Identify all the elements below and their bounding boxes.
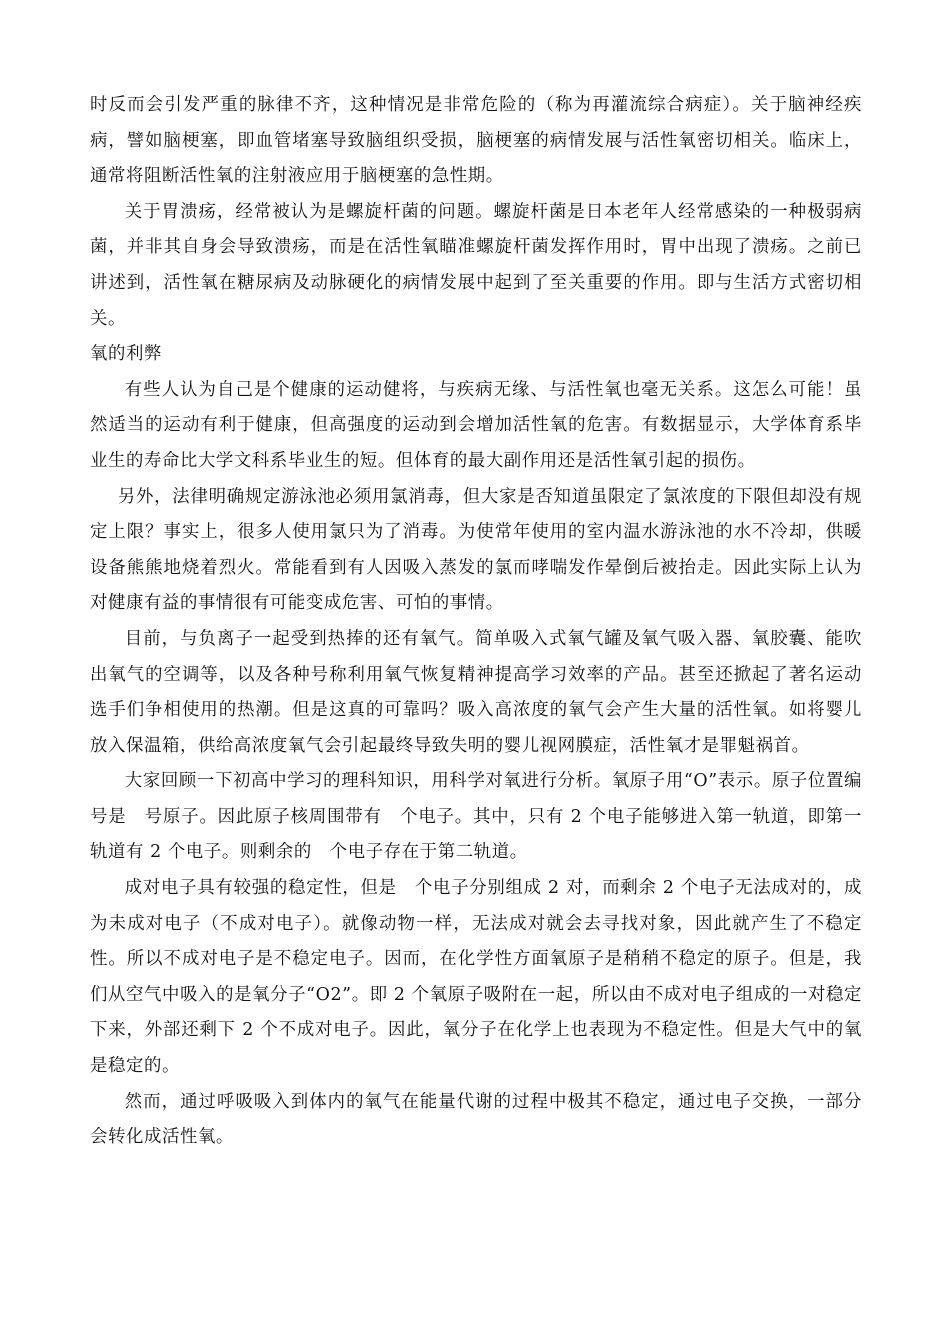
paragraph-gastric-ulcer: 关于胃溃疡，经常被认为是螺旋杆菌的问题。螺旋杆菌是日本老年人经常感染的一种极弱病菌，并非其自身会导致溃疡，而是在活性氧瞄准螺旋杆菌发挥作用时，胃中出现了溃疡。之前已讲述到，活性氧在糖尿病及动脉硬化的病情发展中起到了至关重要的作用。即与生活方式密切相关。 bbox=[90, 201, 862, 329]
paragraph-oxygen-products: 目前，与负离子一起受到热捧的还有氧气。简单吸入式氧气罐及氧气吸入器、氧胶囊、能吹出氧气的空调等，以及各种号称利用氧气恢复精神提高学习效率的产品。甚至还掀起了著名运动选手们争相使用的热潮。但是这真的可靠吗？吸入高浓度的氧气会产生大量的活性氧。如将婴儿放入保温箱，供给高浓度氧气会引起最终导致失明的婴儿视网膜症，活性氧才是罪魁祸首。 bbox=[90, 628, 862, 756]
paragraph-exercise: 有些人认为自己是个健康的运动健将，与疾病无缘、与活性氧也毫无关系。这怎么可能！虽然适当的运动有利于健康，但高强度的运动到会增加活性氧的危害。有数据显示，大学体育系毕业生的寿命比大学文科系毕业生的短。但体育的最大副作用还是活性氧引起的损伤。 bbox=[90, 379, 862, 471]
paragraph-respiration: 然而，通过呼吸吸入到体内的氧气在能量代谢的过程中极其不稳定，通过电子交换，一部分会转化成活性氧。 bbox=[90, 1091, 862, 1148]
paragraph-reperfusion-brain: 时反而会引发严重的脉律不齐，这种情况是非常危险的（称为再灌流综合病症）。关于脑神经疾病，譬如脑梗塞，即血管堵塞导致脑组织受损，脑梗塞的病情发展与活性氧密切相关。临床上，通常将阻断活性氧的注射液应用于脑梗塞的急性期。 bbox=[90, 95, 862, 187]
paragraph-unpaired-electrons: 成对电子具有较强的稳定性，但是 个电子分别组成 2 对，而剩余 2 个电子无法成对的，成为未成对电子（不成对电子）。就像动物一样，无法成对就会去寻找对象，因此就产生了不稳定性。所以不成对电子是不稳定电子。因而，在化学性方面氧原子是稍稍不稳定的原子。但是，我们从空气中吸入的是氧分子“O2”。即 2 个氧原子吸附在一起，所以由不成对电子组成的一对稳定下来，外部还剩下 2 个不成对电子。因此，氧分子在化学上也表现为不稳定性。但是大气中的氧是稳定的。 bbox=[90, 878, 862, 1077]
paragraph-oxygen-atom: 大家回顾一下初高中学习的理科知识，用科学对氧进行分析。氧原子用“O”表示。原子位置编号是 号原子。因此原子核周围带有 个电子。其中，只有 2 个电子能够进入第一轨道，即第一轨道有 2 个电子。则剩余的 个电子存在于第二轨道。 bbox=[90, 771, 862, 863]
paragraph-swimming-pool-chlorine: 另外，法律明确规定游泳池必须用氯消毒，但大家是否知道虽限定了氯浓度的下限但却没有规定上限？事实上，很多人使用氯只为了消毒。为使常年使用的室内温水游泳池的水不冷却，供暖设备熊熊地烧着烈火。常能看到有人因吸入蒸发的氯而哮喘发作晕倒后被抬走。因此实际上认为对健康有益的事情很有可能变成危害、可怕的事情。 bbox=[90, 486, 862, 614]
section-heading-oxygen-pros-cons: 氧的利弊 bbox=[90, 344, 162, 365]
document-page bbox=[90, 88, 862, 1156]
